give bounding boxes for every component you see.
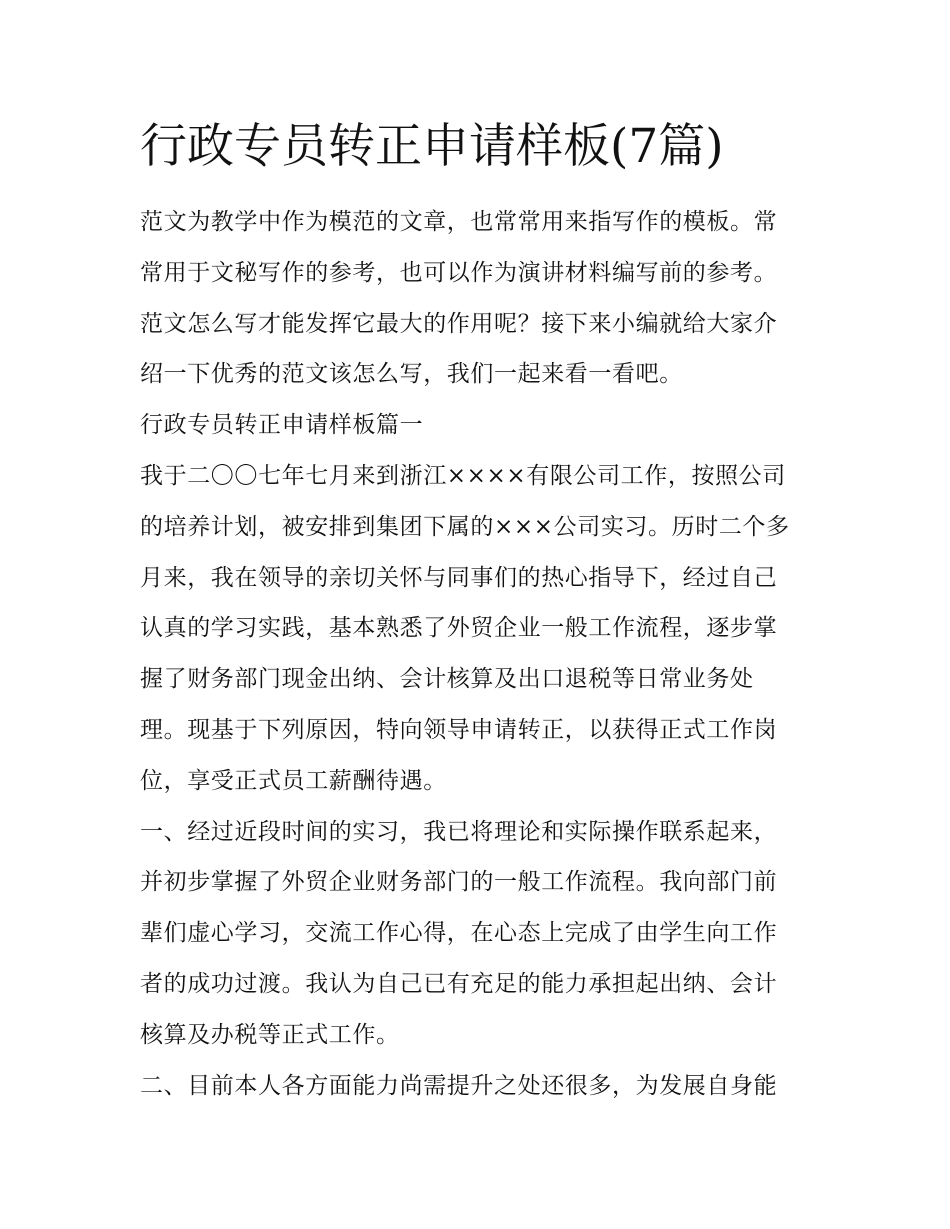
body-line: 核算及办税等正式工作。 xyxy=(140,1021,400,1048)
body-line: 位，享受正式员工薪酬待遇。 xyxy=(140,767,447,794)
body-line: 一、经过近段时间的实习，我已将理论和实际操作联系起来， xyxy=(140,818,778,845)
body-line: 常用于文秘写作的参考，也可以作为演讲材料编写前的参考。 xyxy=(140,259,778,286)
body-line: 并初步掌握了外贸企业财务部门的一般工作流程。我向部门前 xyxy=(140,869,778,896)
body-line: 辈们虚心学习，交流工作心得，在心态上完成了由学生向工作 xyxy=(140,920,778,947)
document-title: 行政专员转正申请样板(7篇) xyxy=(140,119,724,174)
body-line: 范文怎么写才能发挥它最大的作用呢？接下来小编就给大家介 xyxy=(140,310,778,337)
body-line: 理。现基于下列原因，特向领导申请转正，以获得正式工作岗 xyxy=(140,716,778,743)
section-heading: 行政专员转正申请样板篇一 xyxy=(140,412,424,439)
body-line: 月来，我在领导的亲切关怀与同事们的热心指导下，经过自己 xyxy=(140,564,778,591)
document-body xyxy=(140,197,820,1111)
body-line: 的培养计划，被安排到集团下属的×××公司实习。历时二个多 xyxy=(140,513,790,540)
body-line: 我于二〇〇七年七月来到浙江××××有限公司工作，按照公司 xyxy=(140,462,786,489)
body-line: 者的成功过渡。我认为自己已有充足的能力承担起出纳、会计 xyxy=(140,970,778,997)
body-line: 握了财务部门现金出纳、会计核算及出口退税等日常业务处 xyxy=(140,666,754,693)
body-line: 二、目前本人各方面能力尚需提升之处还很多，为发展自身能 xyxy=(140,1072,778,1099)
body-line: 范文为教学中作为模范的文章，也常常用来指写作的模板。常 xyxy=(140,209,778,235)
body-line: 绍一下优秀的范文该怎么写，我们一起来看一看吧。 xyxy=(140,361,683,388)
body-line: 认真的学习实践，基本熟悉了外贸企业一般工作流程，逐步掌 xyxy=(140,615,778,642)
